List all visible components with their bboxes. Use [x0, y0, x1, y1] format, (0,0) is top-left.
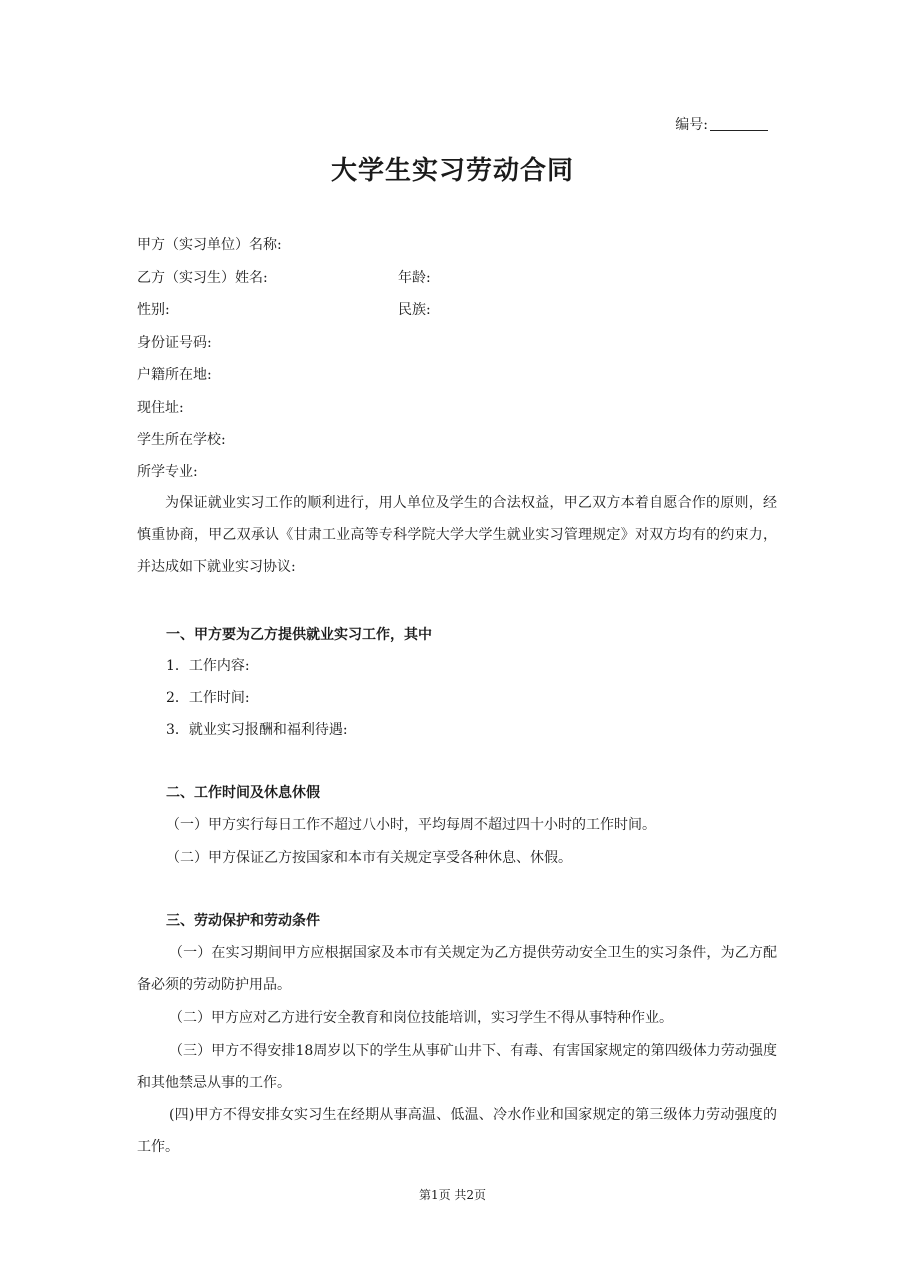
document-number [675, 114, 768, 134]
section3-heading: 三、劳动保护和劳动条件 [166, 913, 320, 929]
field-school: 学生所在学校: [137, 432, 226, 448]
section1-item: 2．工作时间: [166, 690, 250, 706]
section2-item: （二）甲方保证乙方按国家和本市有关规定享受各种休息、休假。 [166, 850, 572, 866]
section2-heading: 二、工作时间及休息休假 [166, 785, 320, 801]
field-address: 现住址: [137, 400, 184, 416]
field-ethnicity: 民族: [398, 302, 431, 318]
section1-item: 1．工作内容: [166, 658, 250, 674]
section3-item: (四)甲方不得安排女实习生在经期从事高温、低温、冷水作业和国家规定的第三级体力劳动强度的工作。 [137, 1107, 777, 1155]
section3-item: （二）甲方应对乙方进行安全教育和岗位技能培训，实习学生不得从事特种作业。 [169, 1010, 673, 1026]
intro-paragraph: 为保证就业实习工作的顺利进行，用人单位及学生的合法权益，甲乙双方本着自愿合作的原则，经慎重协商，甲乙双承认《甘肃工业高等专科学院大学大学生就业实习管理规定》对双方均有的约束力，并达成如下就业实习协议: [137, 495, 777, 575]
section1-item: 3．就业实习报酬和福利待遇: [166, 722, 348, 738]
section3-item: （一）在实习期间甲方应根据国家及本市有关规定为乙方提供劳动安全卫生的实习条件，为乙方配备必须的劳动防护用品。 [137, 945, 777, 993]
section1-heading: 一、甲方要为乙方提供就业实习工作，其中 [166, 627, 432, 643]
field-gender: 性别: [137, 302, 170, 318]
field-age: 年龄: [398, 270, 431, 286]
section3-item: （三）甲方不得安排18周岁以下的学生从事矿山井下、有毒、有害国家规定的第四级体力劳动强度和其他禁忌从事的工作。 [137, 1043, 777, 1091]
field-major: 所学专业: [137, 464, 198, 480]
document-number-blank [710, 116, 768, 131]
section2-item: （一）甲方实行每日工作不超过八小时，平均每周不超过四十小时的工作时间。 [166, 817, 656, 833]
document-number-label: 编号: [675, 117, 708, 133]
page-footer: 第1页 共2页 [418, 1188, 487, 1202]
field-id-number: 身份证号码: [137, 335, 212, 351]
field-party-b-name: 乙方（实习生）姓名: [137, 270, 268, 286]
page-title: 大学生实习劳动合同 [330, 156, 574, 186]
field-household: 户籍所在地: [137, 367, 212, 383]
field-party-a: 甲方（实习单位）名称: [137, 237, 282, 253]
